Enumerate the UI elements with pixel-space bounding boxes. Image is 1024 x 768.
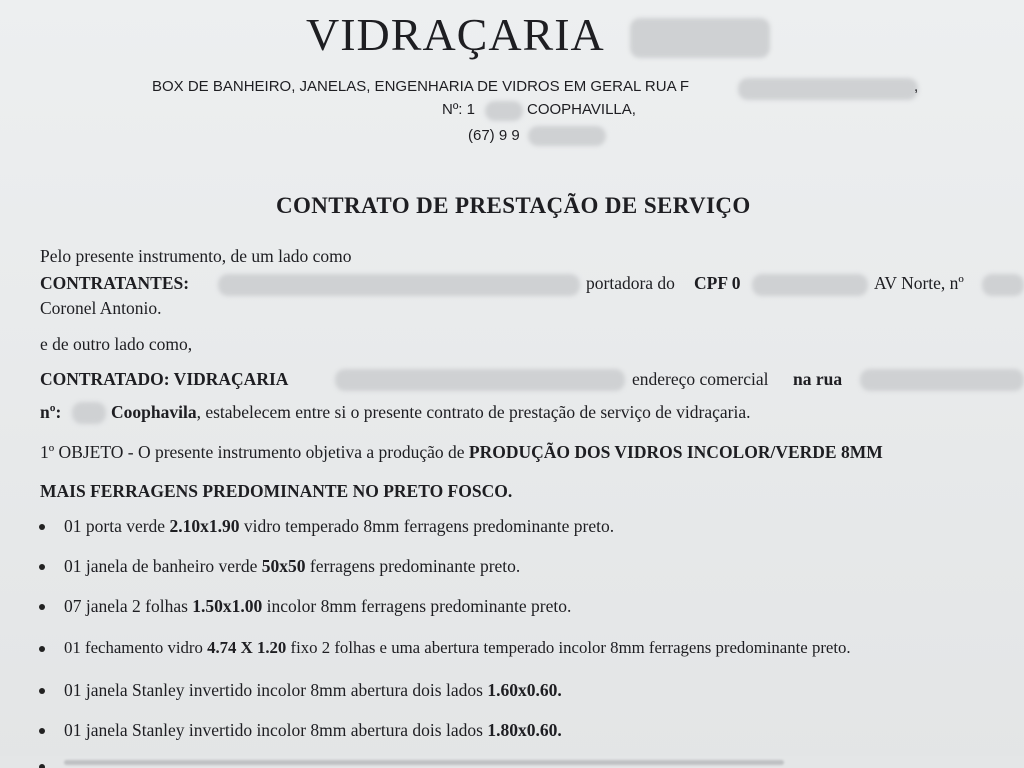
object-bold-continued: MAIS FERRAGENS PREDOMINANTE NO PRETO FOSCO. <box>40 481 513 501</box>
redacted-contratado-street <box>860 369 1024 391</box>
item-text: 01 porta verde <box>64 516 166 536</box>
item-dimension: 50x50 <box>261 556 306 576</box>
contratado-number-label: nº: <box>40 402 62 422</box>
company-neighborhood: COOPHAVILLA, <box>527 101 636 118</box>
redacted-contratante-name <box>218 274 580 296</box>
redacted-contratado-name <box>335 369 625 391</box>
company-name: VIDRAÇARIA <box>306 9 605 60</box>
contratantes-cpf-pre: portadora do <box>586 273 675 293</box>
redacted-contratante-number <box>982 274 1024 296</box>
bullet-icon <box>39 764 45 768</box>
bullet-icon <box>39 524 45 530</box>
object-clause <box>40 442 883 463</box>
contratantes-address: AV Norte, nº <box>874 273 964 293</box>
list-item <box>64 596 571 617</box>
redacted-phone <box>528 126 606 146</box>
item-text: 01 janela Stanley invertido incolor 8mm abertura dois lados <box>64 680 483 700</box>
other-side-text: e de outro lado como, <box>40 334 193 354</box>
company-services: BOX DE BANHEIRO, JANELAS, ENGENHARIA DE VIDROS EM GERAL RUA F <box>152 78 690 95</box>
contratado-address-pre: endereço comercial <box>632 369 769 389</box>
redacted-company-name <box>630 18 770 58</box>
item-dimension: 1.60x0.60. <box>487 680 562 700</box>
item-text-tail: incolor 8mm ferragens predominante preto. <box>266 596 572 616</box>
item-text-tail: ferragens predominante preto. <box>309 556 521 576</box>
cut-off-text <box>64 760 784 765</box>
bullet-icon <box>39 688 45 694</box>
company-phone: (67) 9 9 <box>468 127 520 144</box>
contratado-clause: , estabelecem entre si o presente contrato de prestação de serviço de vidraçaria. <box>196 402 751 422</box>
contratado-address-label: na rua <box>793 369 843 389</box>
item-text: 01 janela de banheiro verde <box>64 556 258 576</box>
item-text: 07 janela 2 folhas <box>64 596 188 616</box>
item-dimension: 4.74 X 1.20 <box>207 638 287 657</box>
redacted-street <box>738 78 918 100</box>
redacted-contratado-number <box>72 402 106 424</box>
item-dimension: 2.10x1.90 <box>169 516 240 536</box>
bullet-icon <box>39 564 45 570</box>
list-item <box>64 720 562 741</box>
item-dimension: 1.50x1.00 <box>192 596 263 616</box>
contratantes-label: CONTRATANTES: <box>40 273 190 293</box>
redacted-address-number <box>485 101 523 121</box>
object-pre: 1º OBJETO - O presente instrumento objetiva a produção de <box>40 442 465 462</box>
item-text-tail: vidro temperado 8mm ferragens predominante preto. <box>243 516 615 536</box>
company-services-tail: , <box>914 78 919 95</box>
item-text: 01 fechamento vidro <box>64 638 203 657</box>
item-dimension: 1.80x0.60. <box>487 720 562 740</box>
item-text-tail: fixo 2 folhas e uma abertura temperado incolor 8mm ferragens predominante preto. <box>290 638 851 657</box>
contract-title: CONTRATO DE PRESTAÇÃO DE SERVIÇO <box>276 193 751 218</box>
redacted-cpf <box>752 274 868 296</box>
list-item <box>64 516 614 537</box>
contratantes-city: Coronel Antonio. <box>40 298 162 318</box>
intro-text: Pelo presente instrumento, de um lado como <box>40 246 352 266</box>
item-text: 01 janela Stanley invertido incolor 8mm abertura dois lados <box>64 720 483 740</box>
bullet-icon <box>39 728 45 734</box>
contratado-label: CONTRATADO: VIDRAÇARIA <box>40 369 289 389</box>
contratado-place: Coophavila <box>111 402 197 422</box>
list-item <box>64 638 851 658</box>
object-bold: PRODUÇÃO DOS VIDROS INCOLOR/VERDE 8MM <box>468 442 883 462</box>
bullet-icon <box>39 646 45 652</box>
list-item <box>64 556 520 577</box>
contratantes-cpf-label: CPF 0 <box>694 273 741 293</box>
company-address-number: Nº: 1 <box>442 101 475 118</box>
cut-off-line <box>0 756 1024 768</box>
bullet-icon <box>39 604 45 610</box>
list-item <box>64 680 562 701</box>
